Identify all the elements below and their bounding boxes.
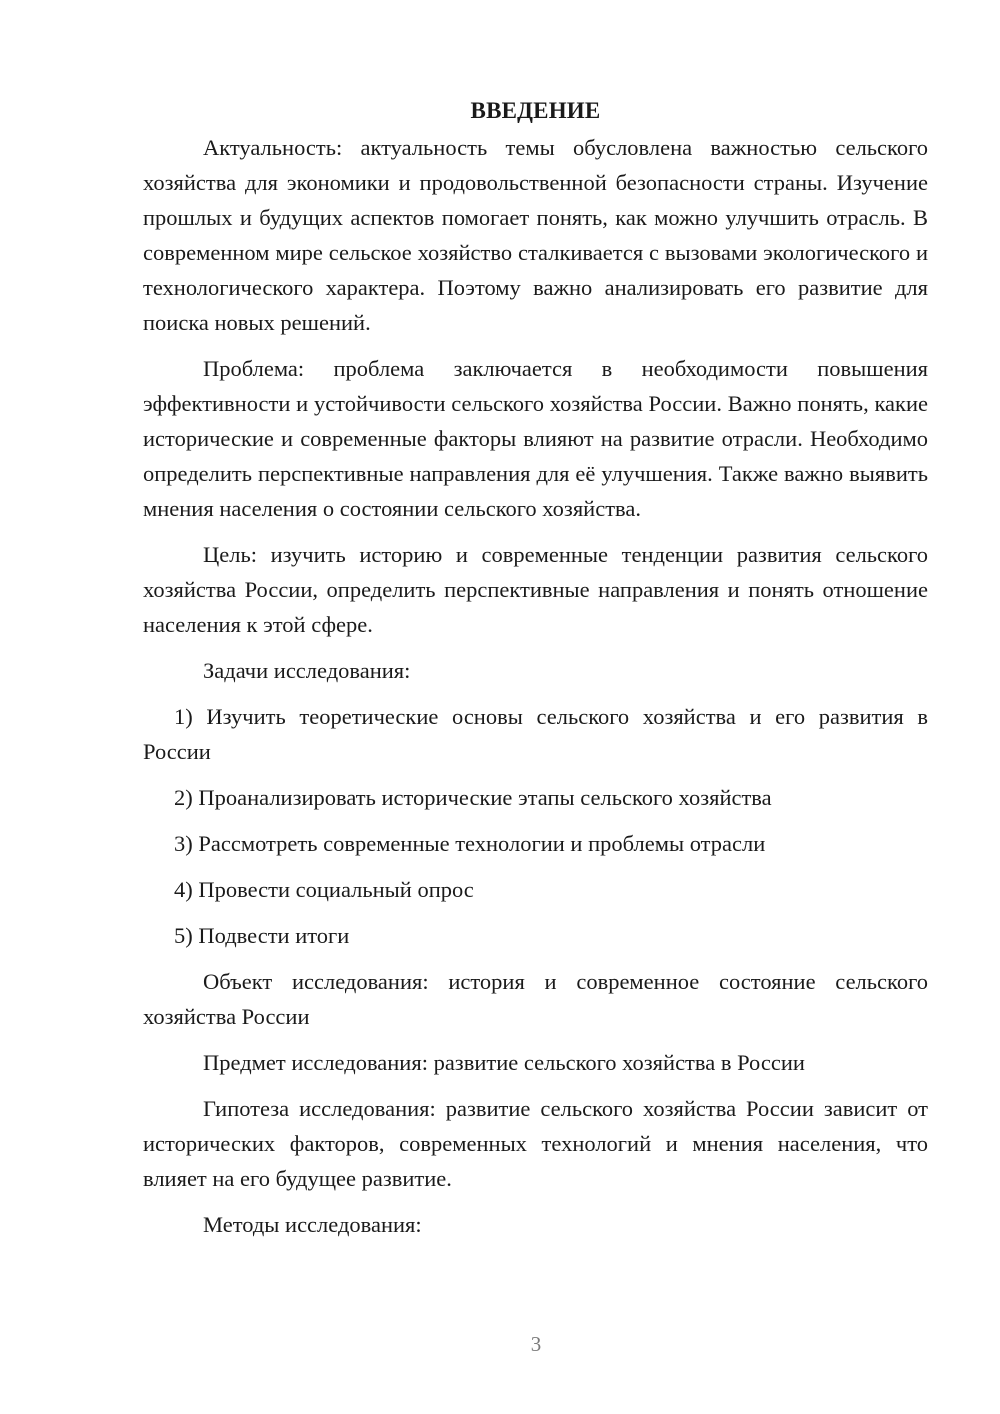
relevance-paragraph: Актуальность: актуальность темы обусловлена важностью сельского хозяйства для экономики и продовольственной безопасности страны. Изучение прошлых и будущих аспектов помогает понять, как можно улучшить отрасль. В современном мире сельское хозяйство сталкивается с вызовами экологического и технологического характера. Поэтому важно анализировать его развитие для поиска новых решений. [143,135,928,335]
problem-paragraph: Проблема: проблема заключается в необходимости повышения эффективности и устойчивости сельского хозяйства России. Важно понять, какие исторические и современные факторы влияют на развитие отрасли. Необходимо определить перспективные направления для её улучшения. Также важно выявить мнения населения о состоянии сельского хозяйства. [143,356,928,521]
hypothesis-paragraph: Гипотеза исследования: развитие сельского хозяйства России зависит от исторических факторов, современных технологий и мнения населения, что влияет на его будущее развитие. [143,1096,928,1191]
task-item-1: 1) Изучить теоретические основы сельского хозяйства и его развития в России [143,704,928,764]
document-page [143,96,928,1242]
subject-paragraph: Предмет исследования: развитие сельского хозяйства в России [203,1050,805,1075]
task-item-3: 3) Рассмотреть современные технологии и проблемы отрасли [174,831,766,856]
section-title: ВВЕДЕНИЕ [470,98,601,123]
task-item-5: 5) Подвести итоги [174,923,350,948]
object-paragraph: Объект исследования: история и современное состояние сельского хозяйства России [143,969,928,1029]
page-number: 3 [530,1332,542,1356]
tasks-heading: Задачи исследования: [203,658,411,683]
task-item-4: 4) Провести социальный опрос [174,877,474,902]
goal-paragraph: Цель: изучить историю и современные тенденции развития сельского хозяйства России, определить перспективные направления и понять отношение населения к этой сфере. [143,542,928,637]
tasks-list [143,699,928,953]
task-item-2: 2) Проанализировать исторические этапы сельского хозяйства [174,785,772,810]
methods-heading: Методы исследования: [203,1212,422,1237]
